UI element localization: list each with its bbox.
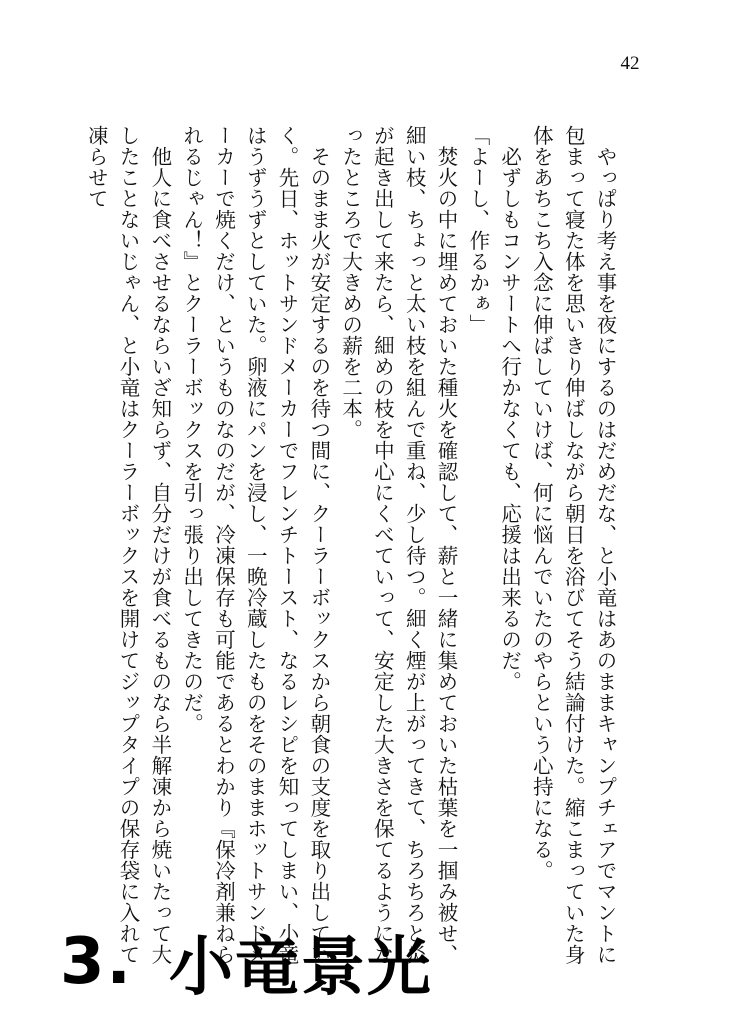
paragraph: そのまま火が安定するのを待つ間に、クーラーボックスから朝食の支度を取り出していく。先日、ホットサンドメーカーでフレンチトースト、なるレシピを知ってしまい、小竜はうずうずとしていた。卵液にパンを浸し、一晩冷蔵したものをそのままホットサンドメーカーで焼くだけ、というものなのだが、冷凍保存も可能であるとわかり『保冷剤兼ねられるじゃん！』とクーラーボックスを引っ張り出してきたのだ。 bbox=[179, 125, 331, 965]
paragraph: 焚火の中に埋めておいた種火を確認して、薪と一緒に集めておいた枯葉を一掴み被せ、細い枝、ちょっと太い枝を組んで重ね、少し待つ。細く煙が上がってきて、ちろちろと炎が起き出して来たら、細めの枝を中心にくべていって、安定した大きさを保てるようになったところで大きめの薪を二本。 bbox=[338, 125, 459, 965]
body-text bbox=[84, 125, 620, 965]
paragraph: 必ずしもコンサートへ行かなくても、応援は出来るのだ。 bbox=[497, 145, 522, 692]
page-number: 42 bbox=[620, 53, 640, 74]
paragraph: やっぱり考え事を夜にするのはだめだな、と小竜はあのままキャンプチェアでマントに包まって寝た体を思いきり伸ばしながら朝日を浴びてそう結論付けた。縮こまっていた身体をあちこち入念に伸ばしていけば、何に悩んでいたのやらという心持になる。 bbox=[529, 125, 617, 965]
chapter-number: 3. bbox=[60, 925, 133, 999]
chapter-title: 小竜景光 bbox=[168, 931, 433, 1005]
paragraph: 他人に食べさせるならいざ知らず、自分だけが食べるものなら半解凍から焼いたって大したことないじゃん、と小竜はクーラーボックスを開けてジップタイプの保存袋に入れて凍らせて bbox=[84, 125, 172, 965]
paragraph-dialogue: 「よーし、作るかぁ」 bbox=[465, 125, 490, 335]
chapter-heading bbox=[60, 922, 433, 1005]
